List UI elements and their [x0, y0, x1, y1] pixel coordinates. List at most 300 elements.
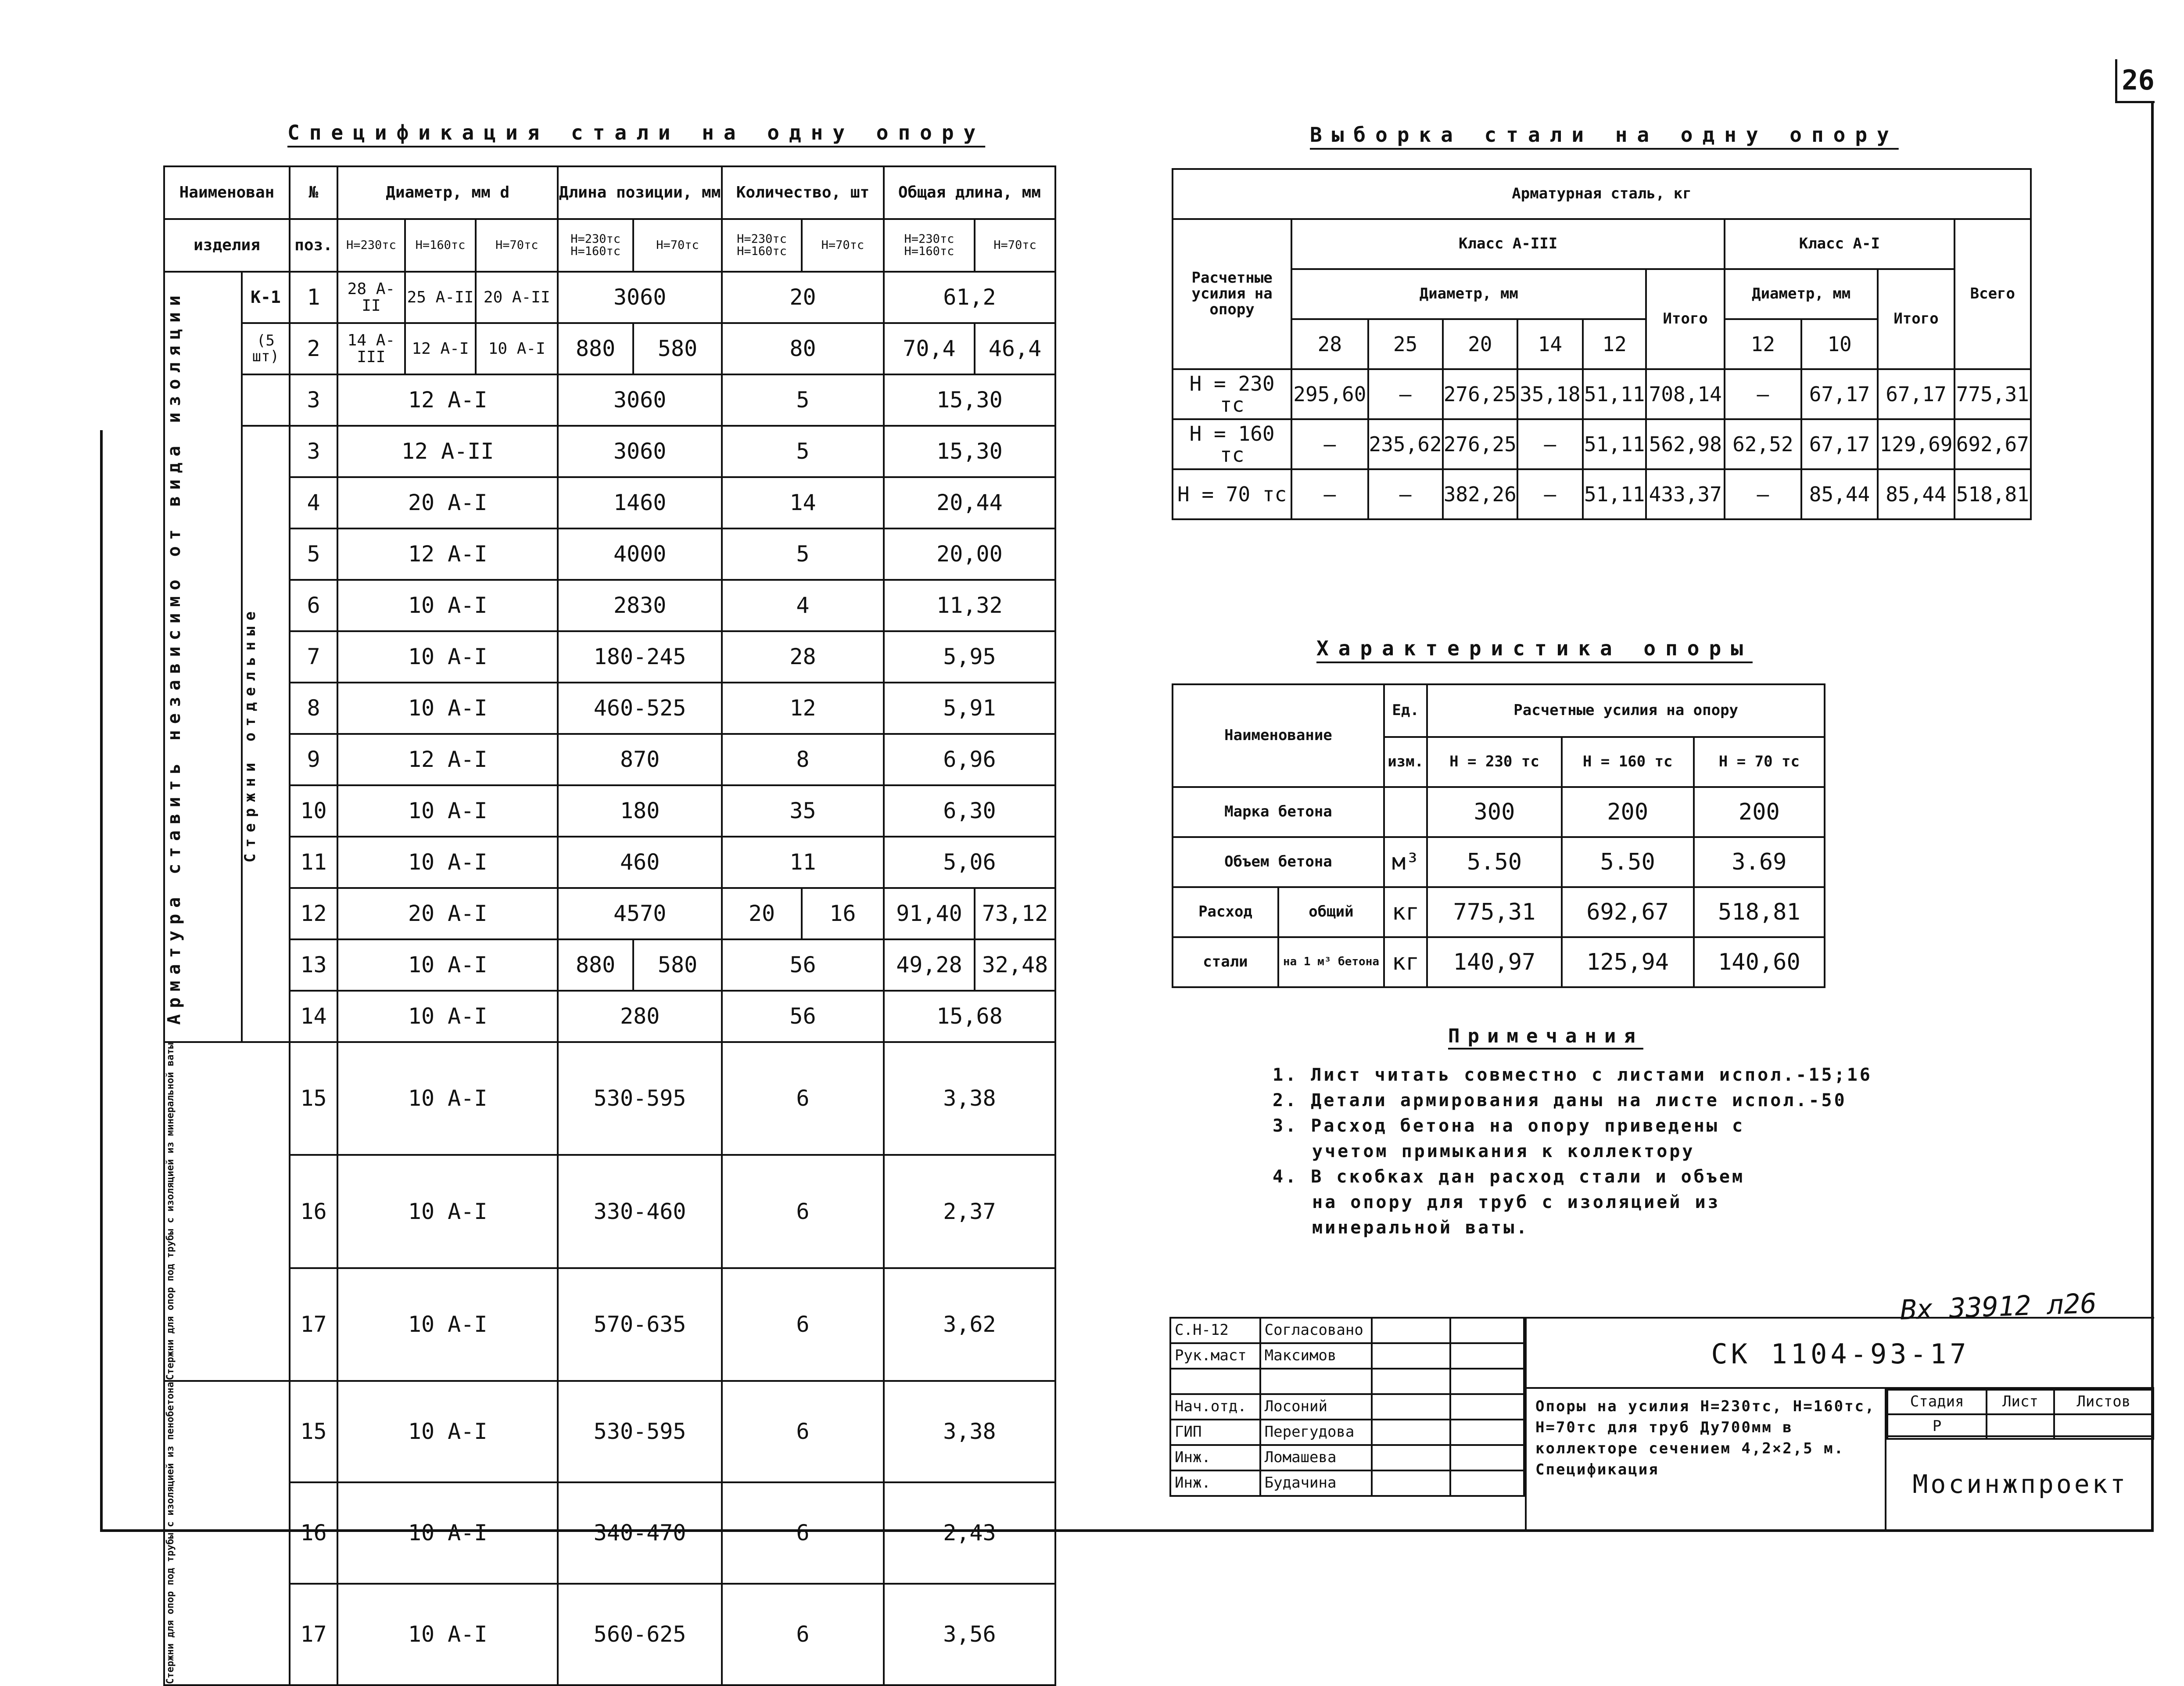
sig-date [1450, 1343, 1524, 1369]
table-row [164, 323, 1055, 374]
char-row-name: стали [1173, 937, 1278, 987]
count-cell: 4 [722, 580, 884, 631]
sel-cell: — [1725, 469, 1801, 519]
sel-cell: — [1368, 369, 1443, 419]
signature-row [1170, 1318, 1524, 1343]
diam-cell: 20 А-I [337, 888, 558, 939]
count-cell: 20 [722, 888, 802, 939]
length-cell: 580 [633, 939, 722, 991]
table-row [164, 734, 1055, 785]
length-cell: 4570 [558, 888, 722, 939]
sel-cell: 775,31 [1954, 369, 2031, 419]
signature-row [1170, 1343, 1524, 1369]
hdr-name: Наименован [164, 166, 290, 219]
pos-cell: 16 [290, 1155, 337, 1268]
diam-cell: 10 А-I [337, 837, 558, 888]
sel-cell: — [1291, 469, 1368, 519]
length-cell: 3060 [558, 374, 722, 426]
table-row [164, 426, 1055, 477]
table-row [164, 580, 1055, 631]
sel-col-forces: Расчетные усилия на опору [1173, 219, 1291, 369]
sheet-header: Лист [1987, 1390, 2054, 1414]
sig-name [1260, 1369, 1372, 1394]
char-cell: 5.50 [1562, 837, 1694, 887]
total-cell: 20,44 [884, 477, 1055, 528]
total-cell: 91,40 [884, 888, 975, 939]
sel-cell: 85,44 [1801, 469, 1878, 519]
total-cell: 5,91 [884, 683, 1055, 734]
note-item: на опору для труб с изоляцией из [1312, 1192, 1721, 1212]
group-a-label: Стержни для опор под трубы с изоляцией из минеральной ваты [165, 1043, 176, 1380]
total-cell: 6,96 [884, 734, 1055, 785]
diam-cell: 10 А-I [337, 1381, 558, 1482]
sig-signature [1372, 1470, 1450, 1496]
count-cell: 6 [722, 1042, 884, 1155]
table-row [164, 1268, 1055, 1381]
length-cell: 560-625 [558, 1584, 722, 1685]
sel-cell: 433,37 [1646, 469, 1725, 519]
pos-cell: 10 [290, 785, 337, 837]
note-item: минеральной ваты. [1312, 1218, 1529, 1238]
sig-signature [1372, 1445, 1450, 1470]
hdr-d-h70: Н=70тс [476, 219, 558, 272]
sig-date [1450, 1470, 1524, 1496]
total-cell: 5,95 [884, 631, 1055, 683]
char-cell: 5.50 [1427, 837, 1561, 887]
sig-name: Лосоний [1260, 1394, 1372, 1420]
sel-cell: 51,11 [1583, 419, 1646, 469]
document-code: СК 1104-93-17 [1525, 1317, 2154, 1389]
length-cell: 880 [558, 939, 633, 991]
sheets-header: Листов [2054, 1390, 2153, 1414]
sel-d-a3: 14 [1517, 319, 1583, 369]
pos-cell: 13 [290, 939, 337, 991]
total-cell: 20,00 [884, 528, 1055, 580]
total-cell: 2,43 [884, 1482, 1055, 1584]
table-row [164, 374, 1055, 426]
pos-cell: 3 [290, 426, 337, 477]
signature-row [1170, 1369, 1524, 1394]
frame-left-border [100, 430, 103, 1532]
length-cell: 530-595 [558, 1381, 722, 1482]
char-h-160: Н = 160 тс [1562, 737, 1694, 787]
length-cell: 530-595 [558, 1042, 722, 1155]
pos-cell: 6 [290, 580, 337, 631]
selection-title: Выборка стали на одну опору [1310, 123, 1899, 147]
sig-role: С.Н-12 [1170, 1318, 1260, 1343]
sel-cell: 518,81 [1954, 469, 2031, 519]
total-cell: 32,48 [975, 939, 1055, 991]
total-cell: 46,4 [975, 323, 1055, 374]
sig-role: Рук.маст [1170, 1343, 1260, 1369]
sel-cell: 708,14 [1646, 369, 1725, 419]
count-cell: 6 [722, 1268, 884, 1381]
stage-value: Р [1887, 1414, 1987, 1439]
char-h-70: Н = 70 тс [1694, 737, 1825, 787]
diam-cell: 10 А-I [337, 580, 558, 631]
sel-cell: 692,67 [1954, 419, 2031, 469]
diam-cell: 10 А-I [337, 939, 558, 991]
note-item: 1. Лист читать совместно с листами испол.-15;16 [1273, 1065, 1872, 1085]
spec-title: Спецификация стали на одну опору [287, 121, 986, 144]
length-cell: 4000 [558, 528, 722, 580]
hdr-count: Количество, шт [722, 166, 884, 219]
count-cell: 6 [722, 1482, 884, 1584]
frame-top-tick [2115, 101, 2155, 103]
char-cell: 3.69 [1694, 837, 1825, 887]
total-cell: 3,38 [884, 1381, 1055, 1482]
hdr-d-h160: Н=160тс [405, 219, 476, 272]
length-cell: 330-460 [558, 1155, 722, 1268]
notes-list [1273, 1062, 2041, 1240]
hdr-l-h230-160: Н=230тс Н=160тс [558, 219, 633, 272]
diam-cell: 20 А-II [476, 272, 558, 323]
sel-d-a1: 10 [1801, 319, 1878, 369]
table-row [164, 991, 1055, 1042]
sel-total-a1: Итого [1878, 269, 1954, 369]
total-cell: 3,38 [884, 1042, 1055, 1155]
sig-role: Инж. [1170, 1470, 1260, 1496]
sig-signature [1372, 1394, 1450, 1420]
sig-date [1450, 1445, 1524, 1470]
sel-cell: 235,62 [1368, 419, 1443, 469]
title-block-signatures [1169, 1317, 1525, 1529]
spec-table [163, 165, 1056, 1686]
count-cell: 35 [722, 785, 884, 837]
sel-class-a3: Класс А-III [1291, 219, 1725, 269]
count-cell: 5 [722, 374, 884, 426]
notes-title: Примечания [1448, 1025, 1643, 1047]
count-cell: 6 [722, 1584, 884, 1685]
table-row [1173, 787, 1825, 837]
total-cell: 3,56 [884, 1584, 1055, 1685]
char-h-forces: Расчетные усилия на опору [1427, 684, 1825, 737]
pos-cell: 9 [290, 734, 337, 785]
diam-cell: 25 А-II [405, 272, 476, 323]
hdr-l-h70: Н=70тс [633, 219, 722, 272]
char-cell: 140,60 [1694, 937, 1825, 987]
char-h-name: Наименование [1173, 684, 1384, 787]
char-cell: 518,81 [1694, 887, 1825, 937]
table-row [164, 1381, 1055, 1482]
sig-signature [1372, 1420, 1450, 1445]
diam-cell: 10 А-I [337, 1155, 558, 1268]
sel-diameter-a3: Диаметр, мм [1291, 269, 1646, 319]
diam-cell: 28 А-II [337, 272, 405, 323]
sig-date [1450, 1369, 1524, 1394]
pos-cell: 15 [290, 1381, 337, 1482]
char-cell: 140,97 [1427, 937, 1561, 987]
total-cell: 5,06 [884, 837, 1055, 888]
count-cell: 5 [722, 528, 884, 580]
pos-cell: 17 [290, 1584, 337, 1685]
table-row [164, 939, 1055, 991]
total-cell: 49,28 [884, 939, 975, 991]
pos-cell: 16 [290, 1482, 337, 1584]
signature-row [1170, 1394, 1524, 1420]
count-cell: 14 [722, 477, 884, 528]
pos-cell: 1 [290, 272, 337, 323]
diam-cell: 10 А-I [337, 1268, 558, 1381]
characteristics-table [1172, 683, 1825, 988]
page-number: 26 [2115, 59, 2159, 101]
hdr-pos-2: поз. [290, 219, 337, 272]
length-cell: 580 [633, 323, 722, 374]
length-cell: 2830 [558, 580, 722, 631]
stage-header: Стадия [1887, 1390, 1987, 1414]
sel-d-a3: 20 [1443, 319, 1517, 369]
group-a-cell [164, 1042, 290, 1381]
diam-cell: 20 А-I [337, 477, 558, 528]
group-rods-label: Стержни отдельные [241, 605, 259, 863]
group-b-label: Стержни для опор под трубы с изоляцией из пенобетона [165, 1382, 176, 1684]
char-row-name: Расход [1173, 887, 1278, 937]
sel-header-main: Арматурная сталь, кг [1173, 169, 2031, 219]
count-cell: 12 [722, 683, 884, 734]
signature-row [1170, 1445, 1524, 1470]
pos-cell: 12 [290, 888, 337, 939]
sel-cell: — [1368, 469, 1443, 519]
diam-cell: 10 А-I [476, 323, 558, 374]
hdr-length: Длина позиции, мм [558, 166, 722, 219]
diam-cell: 14 А-III [337, 323, 405, 374]
count-cell: 11 [722, 837, 884, 888]
length-cell: 870 [558, 734, 722, 785]
char-row-name: Марка бетона [1173, 787, 1384, 837]
sel-row-label: Н = 160 тс [1173, 419, 1291, 469]
sig-name: Перегудова [1260, 1420, 1372, 1445]
char-row-unit [1384, 787, 1427, 837]
count-cell: 28 [722, 631, 884, 683]
length-cell: 180 [558, 785, 722, 837]
char-row-unit: м³ [1384, 837, 1427, 887]
stage-block [1885, 1387, 2154, 1437]
pos-cell: 11 [290, 837, 337, 888]
sig-role: Нач.отд. [1170, 1394, 1260, 1420]
diam-cell: 12 А-I [337, 734, 558, 785]
total-cell: 15,68 [884, 991, 1055, 1042]
hdr-d-h230: Н=230тс [337, 219, 405, 272]
total-cell: 6,30 [884, 785, 1055, 837]
total-cell: 15,30 [884, 426, 1055, 477]
hdr-c-h230-160: Н=230тс Н=160тс [722, 219, 802, 272]
sel-row-label: Н = 230 тс [1173, 369, 1291, 419]
diam-cell: 12 А-I [337, 528, 558, 580]
total-cell: 61,2 [884, 272, 1055, 323]
hdr-t-h70: Н=70тс [975, 219, 1055, 272]
characteristics-title: Характеристика опоры [1316, 636, 1753, 660]
sel-d-a1: 12 [1725, 319, 1801, 369]
sel-d-a3: 12 [1583, 319, 1646, 369]
count-cell: 5 [722, 426, 884, 477]
sig-role: Инж. [1170, 1445, 1260, 1470]
table-row [164, 528, 1055, 580]
sel-total-a3: Итого [1646, 269, 1725, 369]
char-cell: 200 [1694, 787, 1825, 837]
group-main-cell [164, 272, 242, 1042]
length-cell: 340-470 [558, 1482, 722, 1584]
sel-class-a1: Класс А-I [1725, 219, 1954, 269]
pos-cell: 17 [290, 1268, 337, 1381]
char-row-sub: общий [1278, 887, 1384, 937]
table-row [164, 1482, 1055, 1584]
table-row [1173, 419, 2031, 469]
sel-cell: 62,52 [1725, 419, 1801, 469]
hdr-diameter: Диаметр, мм d [337, 166, 558, 219]
sel-cell: 51,11 [1583, 469, 1646, 519]
char-cell: 125,94 [1562, 937, 1694, 987]
group-rods-cell [242, 426, 290, 1042]
sel-cell: 35,18 [1517, 369, 1583, 419]
table-row [164, 785, 1055, 837]
group-k-count: (5 шт) [242, 323, 290, 374]
char-h-unit: Ед. [1384, 684, 1427, 737]
diam-cell: 10 А-I [337, 991, 558, 1042]
diam-cell: 12 А-I [337, 374, 558, 426]
diam-cell: 10 А-I [337, 631, 558, 683]
char-row-sub: на 1 м³ бетона [1278, 937, 1384, 987]
length-cell: 880 [558, 323, 633, 374]
count-cell: 20 [722, 272, 884, 323]
count-cell: 6 [722, 1155, 884, 1268]
sig-name: Ломашева [1260, 1445, 1372, 1470]
pos-cell: 7 [290, 631, 337, 683]
table-row [1173, 837, 1825, 887]
sig-signature [1372, 1369, 1450, 1394]
char-row-unit: кг [1384, 887, 1427, 937]
table-row [164, 1584, 1055, 1685]
sel-cell: 562,98 [1646, 419, 1725, 469]
length-cell: 280 [558, 991, 722, 1042]
table-row [164, 888, 1055, 939]
length-cell: 570-635 [558, 1268, 722, 1381]
sel-cell: 67,17 [1801, 369, 1878, 419]
length-cell: 3060 [558, 272, 722, 323]
pos-cell: 14 [290, 991, 337, 1042]
char-h-unit-2: изм. [1384, 737, 1427, 787]
sel-cell: 67,17 [1801, 419, 1878, 469]
count-cell: 80 [722, 323, 884, 374]
table-row [164, 683, 1055, 734]
note-item: 4. В скобках дан расход стали и объем [1273, 1167, 1745, 1187]
sel-cell: 382,26 [1443, 469, 1517, 519]
hdr-t-h230-160: Н=230тс Н=160тс [884, 219, 975, 272]
table-row [164, 1042, 1055, 1155]
title-block [1169, 1317, 2152, 1529]
document-description: Опоры на усилия Н=230тс, Н=160тс, Н=70тс для труб Ду700мм в коллекторе сечением 4,2×2,5 м. Спецификация [1525, 1387, 1885, 1529]
group-k-label: К-1 [242, 272, 290, 323]
diam-cell: 10 А-I [337, 683, 558, 734]
length-cell: 180-245 [558, 631, 722, 683]
table-row [164, 631, 1055, 683]
sel-d-a3: 25 [1368, 319, 1443, 369]
total-cell: 3,62 [884, 1268, 1055, 1381]
sel-cell: 85,44 [1878, 469, 1954, 519]
sel-cell: — [1517, 469, 1583, 519]
table-row [1173, 937, 1825, 987]
char-cell: 200 [1562, 787, 1694, 837]
diam-cell: 10 А-I [337, 1482, 558, 1584]
char-cell: 300 [1427, 787, 1561, 837]
char-cell: 692,67 [1562, 887, 1694, 937]
pos-cell: 8 [290, 683, 337, 734]
table-row [1173, 887, 1825, 937]
sig-date [1450, 1318, 1524, 1343]
sel-grand-total: Всего [1954, 219, 2031, 369]
note-item: 2. Детали армирования даны на листе испол.-50 [1273, 1090, 1847, 1111]
count-cell: 56 [722, 991, 884, 1042]
group-k-empty [242, 374, 290, 426]
organization-name: Мосинжпроект [1885, 1435, 2154, 1531]
sel-cell: — [1725, 369, 1801, 419]
sel-row-label: Н = 70 тс [1173, 469, 1291, 519]
archive-handmark: Вх 33912 л26 [1899, 1287, 2098, 1326]
sig-role [1170, 1369, 1260, 1394]
group-b-cell [164, 1381, 290, 1685]
hdr-c-h70: Н=70тс [802, 219, 884, 272]
hdr-name-2: изделия [164, 219, 290, 272]
length-cell: 1460 [558, 477, 722, 528]
table-row [1173, 469, 2031, 519]
selection-table [1172, 168, 2032, 520]
total-cell: 70,4 [884, 323, 975, 374]
table-row [164, 1155, 1055, 1268]
pos-cell: 3 [290, 374, 337, 426]
pos-cell: 5 [290, 528, 337, 580]
sig-date [1450, 1394, 1524, 1420]
char-row-name: Объем бетона [1173, 837, 1384, 887]
sel-cell: 129,69 [1878, 419, 1954, 469]
total-cell: 2,37 [884, 1155, 1055, 1268]
group-main-label: Арматура ставить независимо от вида изоляции [164, 289, 184, 1025]
length-cell: 3060 [558, 426, 722, 477]
sel-cell: 51,11 [1583, 369, 1646, 419]
note-item: 3. Расход бетона на опору приведены с [1273, 1116, 1745, 1136]
total-cell: 15,30 [884, 374, 1055, 426]
table-row [164, 477, 1055, 528]
diam-cell: 12 А-I [405, 323, 476, 374]
count-cell: 6 [722, 1381, 884, 1482]
sel-cell: — [1517, 419, 1583, 469]
sel-cell: — [1291, 419, 1368, 469]
sel-d-a3: 28 [1291, 319, 1368, 369]
sig-name: Согласовано [1260, 1318, 1372, 1343]
count-cell: 56 [722, 939, 884, 991]
char-h-230: Н = 230 тс [1427, 737, 1561, 787]
sel-cell: 295,60 [1291, 369, 1368, 419]
sel-cell: 67,17 [1878, 369, 1954, 419]
sig-signature [1372, 1318, 1450, 1343]
count-cell: 8 [722, 734, 884, 785]
length-cell: 460-525 [558, 683, 722, 734]
sel-diameter-a1: Диаметр, мм [1725, 269, 1878, 319]
diam-cell: 10 А-I [337, 1042, 558, 1155]
diam-cell: 10 А-I [337, 785, 558, 837]
total-cell: 73,12 [975, 888, 1055, 939]
total-cell: 11,32 [884, 580, 1055, 631]
sel-cell: 276,25 [1443, 419, 1517, 469]
sel-cell: 276,25 [1443, 369, 1517, 419]
count-cell: 16 [802, 888, 884, 939]
signature-row [1170, 1420, 1524, 1445]
table-row [164, 837, 1055, 888]
pos-cell: 15 [290, 1042, 337, 1155]
length-cell: 460 [558, 837, 722, 888]
sig-name: Будачина [1260, 1470, 1372, 1496]
pos-cell: 2 [290, 323, 337, 374]
hdr-total: Общая длина, мм [884, 166, 1055, 219]
sig-signature [1372, 1343, 1450, 1369]
